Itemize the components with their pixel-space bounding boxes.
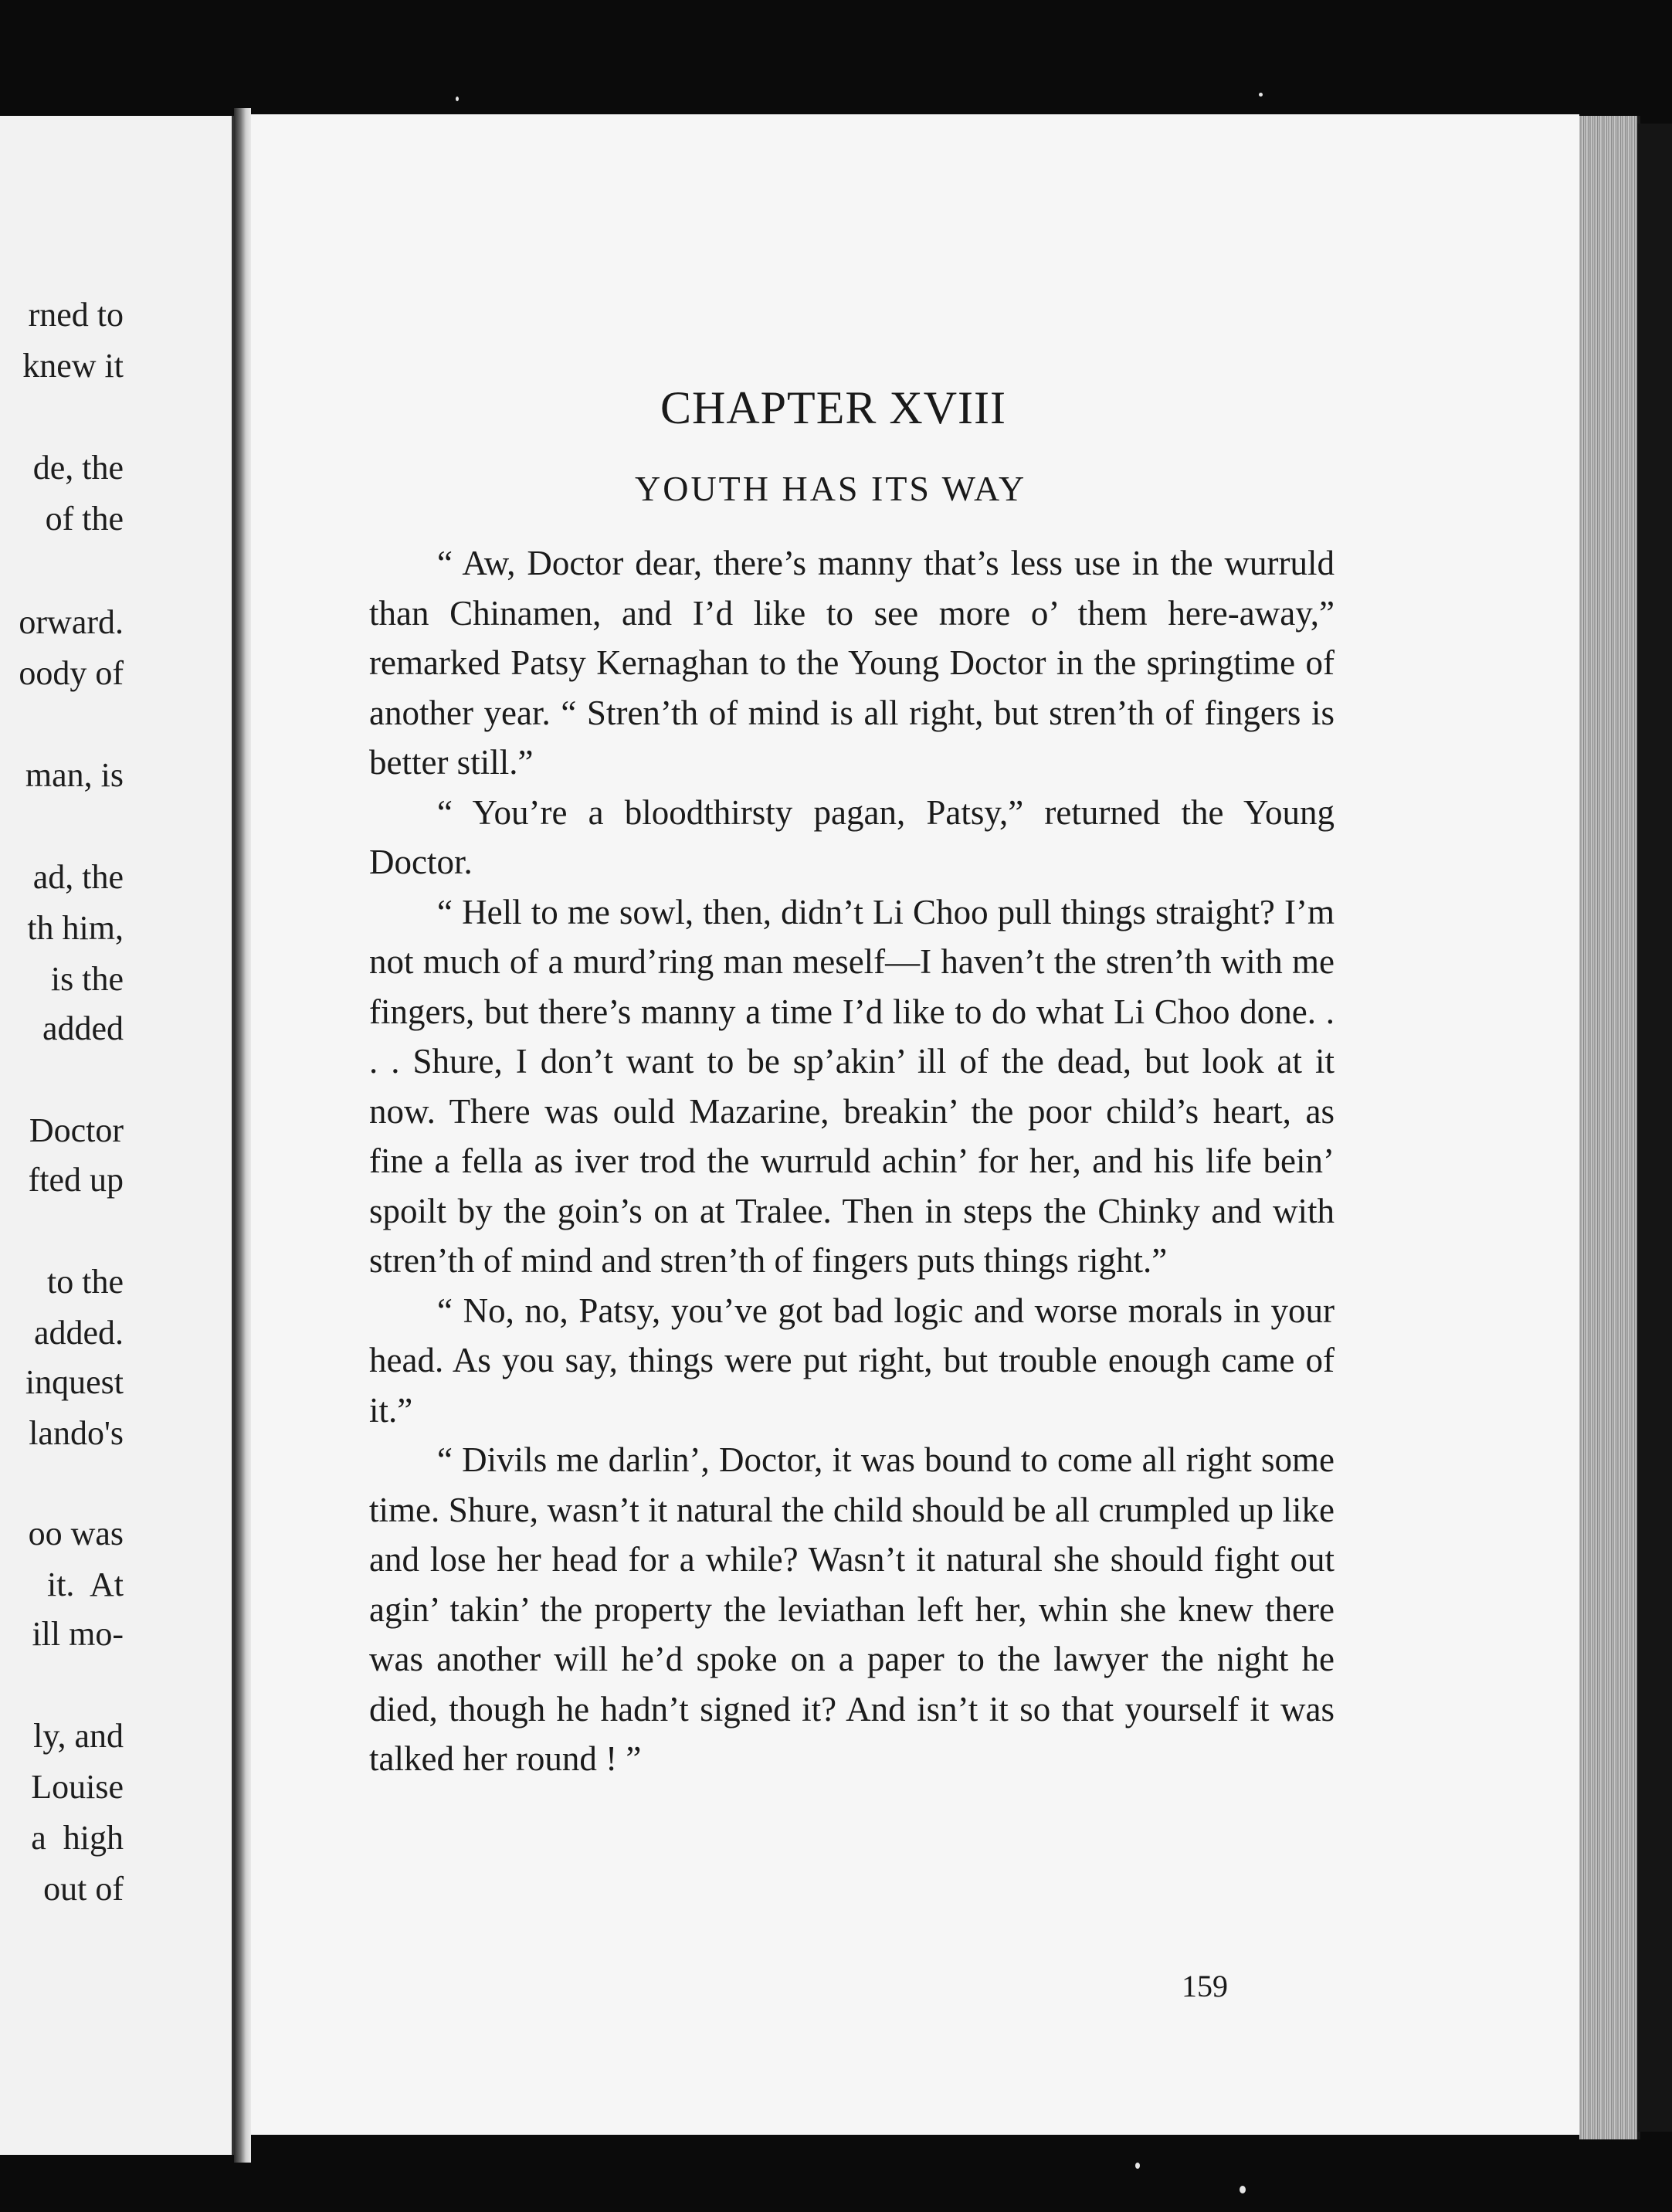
left-page-line: lando's: [29, 1414, 124, 1452]
left-page-line: th him,: [27, 909, 124, 947]
left-page-line: oody of: [19, 654, 124, 692]
chapter-body: [369, 538, 1335, 1784]
book-cover-edge: [1637, 124, 1672, 2132]
book-gutter: [234, 108, 251, 2163]
scan-speck: [456, 97, 459, 101]
scan-speck: [1135, 2163, 1140, 2169]
paragraph: “ Aw, Doctor dear, there’s manny that’s less use in the wurruld than Chinamen, and I’d like to see more o’ them here-away,” remarked Patsy Kernaghan to the Young Doctor in the springtime of another year. “ Stren’th of mind is all right, but stren’th of fingers is better still.”: [369, 544, 1335, 782]
page-number: 159: [1182, 1969, 1228, 2003]
left-page-line: Louise: [31, 1768, 124, 1806]
left-page-line: de, the: [32, 449, 124, 487]
left-page: [0, 116, 234, 2155]
left-page-line: added: [42, 1009, 124, 1047]
left-page-line: man, is: [25, 756, 124, 794]
left-page-line: out of: [43, 1870, 124, 1908]
left-page-line: ill mo-: [32, 1615, 124, 1653]
left-page-line: it. At: [46, 1566, 124, 1603]
paragraph: “ You’re a bloodthirsty pagan, Patsy,” returned the Young Doctor.: [369, 792, 1335, 881]
chapter-subtitle: YOUTH HAS ITS WAY: [635, 469, 1027, 508]
left-page-line: inquest: [25, 1363, 124, 1401]
paragraph: “ Divils me darlin’, Doctor, it was bound to come all right some time. Shure, wasn’t it natural the child should be all crumpled up like and lose her head for a while? Wasn’t it natural she should fight out agin’ takin’ the property the leviathan left her, whin she knew there was another will he’d spoke on a paper to the lawyer the night he died, though he hadn’t signed it? And isn’t it so that yourself it was talked her round ! ”: [369, 1440, 1335, 1778]
left-page-line: orward.: [19, 603, 124, 641]
left-page-line: is the: [50, 960, 124, 998]
left-page-line: of the: [45, 500, 124, 538]
left-page-line: knew it: [22, 347, 124, 385]
left-page-line: rned to: [28, 296, 124, 334]
left-page-line: ad, the: [32, 858, 124, 896]
chapter-title: CHAPTER XVIII: [660, 382, 1006, 433]
scan-speck: [1259, 93, 1263, 97]
paragraph: “ Hell to me sowl, then, didn’t Li Choo pull things straight? I’m not much of a murd’ring man meself—I haven’t the stren’th with me fingers, but there’s manny a time I’d like to do what Li Choo done. . . . Shure, I don’t want to be sp’akin’ ill of the dead, but look at it now. There was ould Mazarine, breakin’ the poor child’s heart, as fine a fella as iver trod the wurruld achin’ for her, and his life bein’ spoilt by the goin’s on at Tralee. Then in steps the Chinky and with stren’th of mind and stren’th of fingers puts things right.”: [369, 892, 1335, 1280]
left-page-line: to the: [47, 1263, 124, 1301]
left-page-line: ly, and: [33, 1717, 124, 1755]
left-page-line: fted up: [28, 1161, 124, 1199]
scan-speck: [1240, 2186, 1246, 2193]
paragraph: “ No, no, Patsy, you’ve got bad logic and worse morals in your head. As you say, things were put right, but trouble enough came of it.”: [369, 1291, 1335, 1430]
left-page-line: Doctor: [29, 1111, 124, 1149]
left-page-line: a high: [31, 1819, 124, 1857]
left-page-line: oo was: [28, 1515, 124, 1552]
left-page-line: added.: [33, 1314, 124, 1352]
page-edges: [1579, 116, 1640, 2139]
